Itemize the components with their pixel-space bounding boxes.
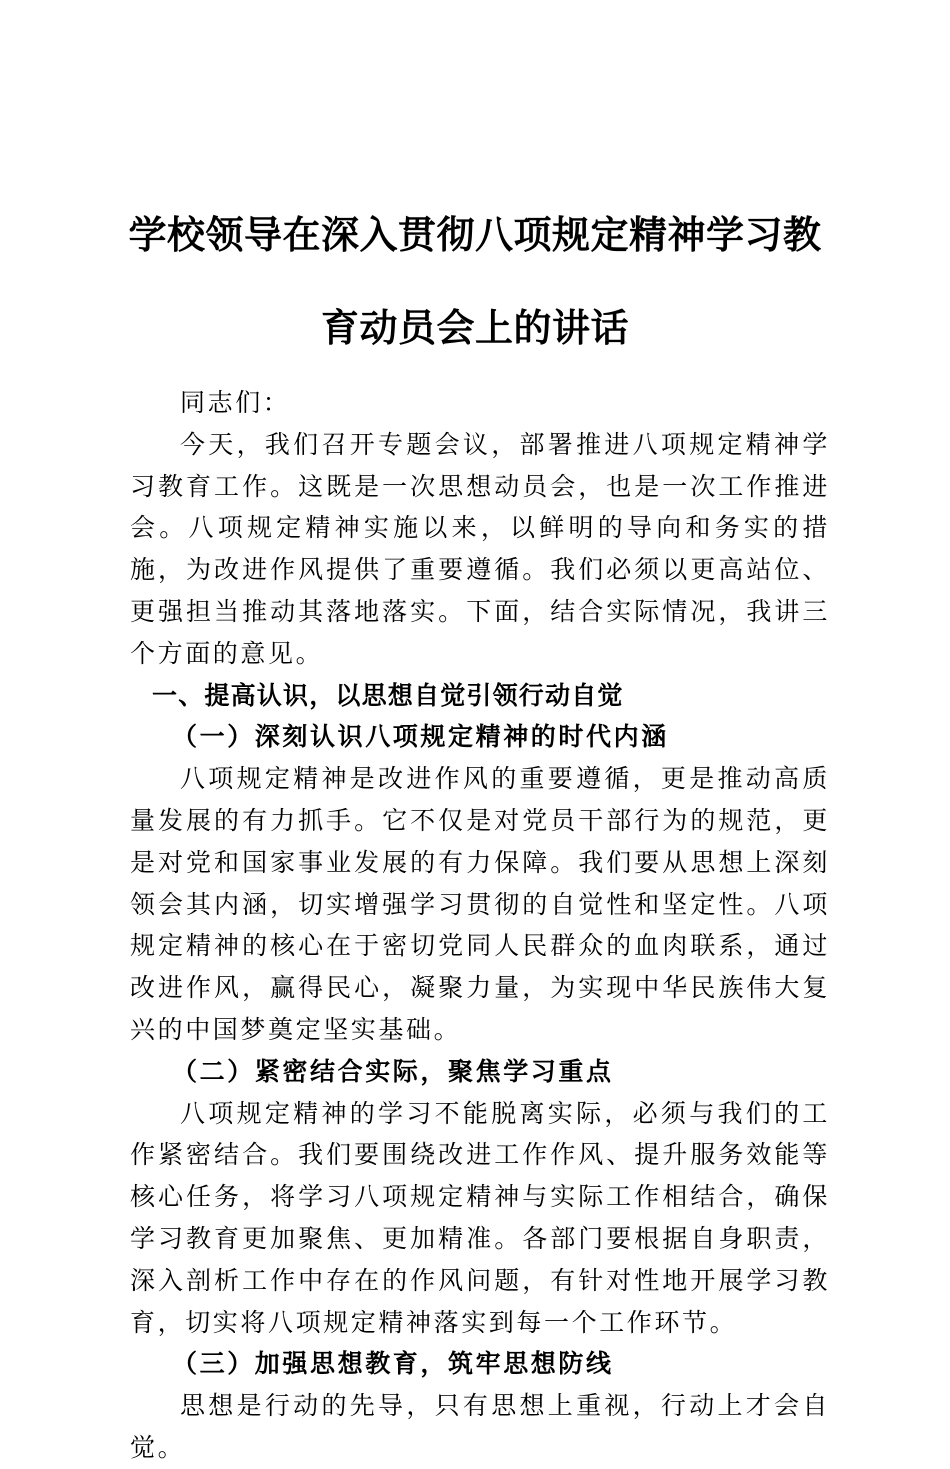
document-title: 学校领导在深入贯彻八项规定精神学习教育动员会上的讲话 [128, 212, 822, 350]
body-paragraph: 今天，我们召开专题会议，部署推进八项规定精神学习教育工作。这既是一次思想动员会，也是一次工作推进会。八项规定精神实施以来，以鲜明的导向和务实的措施，为改进作风提供了重要遵循。我们必须以更高站位、更强担当推动其落地落实。下面，结合实际情况，我讲三个方面的意见。 [130, 429, 830, 668]
subsection-heading: （一）深刻认识八项规定精神的时代内涵 [172, 722, 669, 752]
subsection-heading: （二）紧密结合实际，聚焦学习重点 [172, 1056, 614, 1086]
body-paragraph: 八项规定精神是改进作风的重要遵循，更是推动高质量发展的有力抓手。它不仅是对党员干部行为的规范，更是对党和国家事业发展的有力保障。我们要从思想上深刻领会其内涵，切实增强学习贯彻的自觉性和坚定性。八项规定精神的核心在于密切党同人民群众的血肉联系，通过改进作风，赢得民心，凝聚力量，为实现中华民族伟大复兴的中国梦奠定坚实基础。 [130, 764, 830, 1044]
body-paragraph: 八项规定精神的学习不能脱离实际，必须与我们的工作紧密结合。我们要围绕改进工作作风、提升服务效能等核心任务，将学习八项规定精神与实际工作相结合，确保学习教育更加聚焦、更加精准。各部门要根据自身职责，深入剖析工作中存在的作风问题，有针对性地开展学习教育，切实将八项规定精神落实到每一个工作环节。 [130, 1098, 830, 1337]
section-heading: 一、提高认识，以思想自觉引领行动自觉 [152, 680, 624, 710]
salutation: 同志们： [180, 388, 291, 417]
subsection-heading: （三）加强思想教育，筑牢思想防线 [172, 1349, 614, 1379]
body-paragraph: 思想是行动的先导，只有思想上重视，行动上才会自觉。 [130, 1391, 830, 1462]
document-body [130, 382, 830, 1469]
